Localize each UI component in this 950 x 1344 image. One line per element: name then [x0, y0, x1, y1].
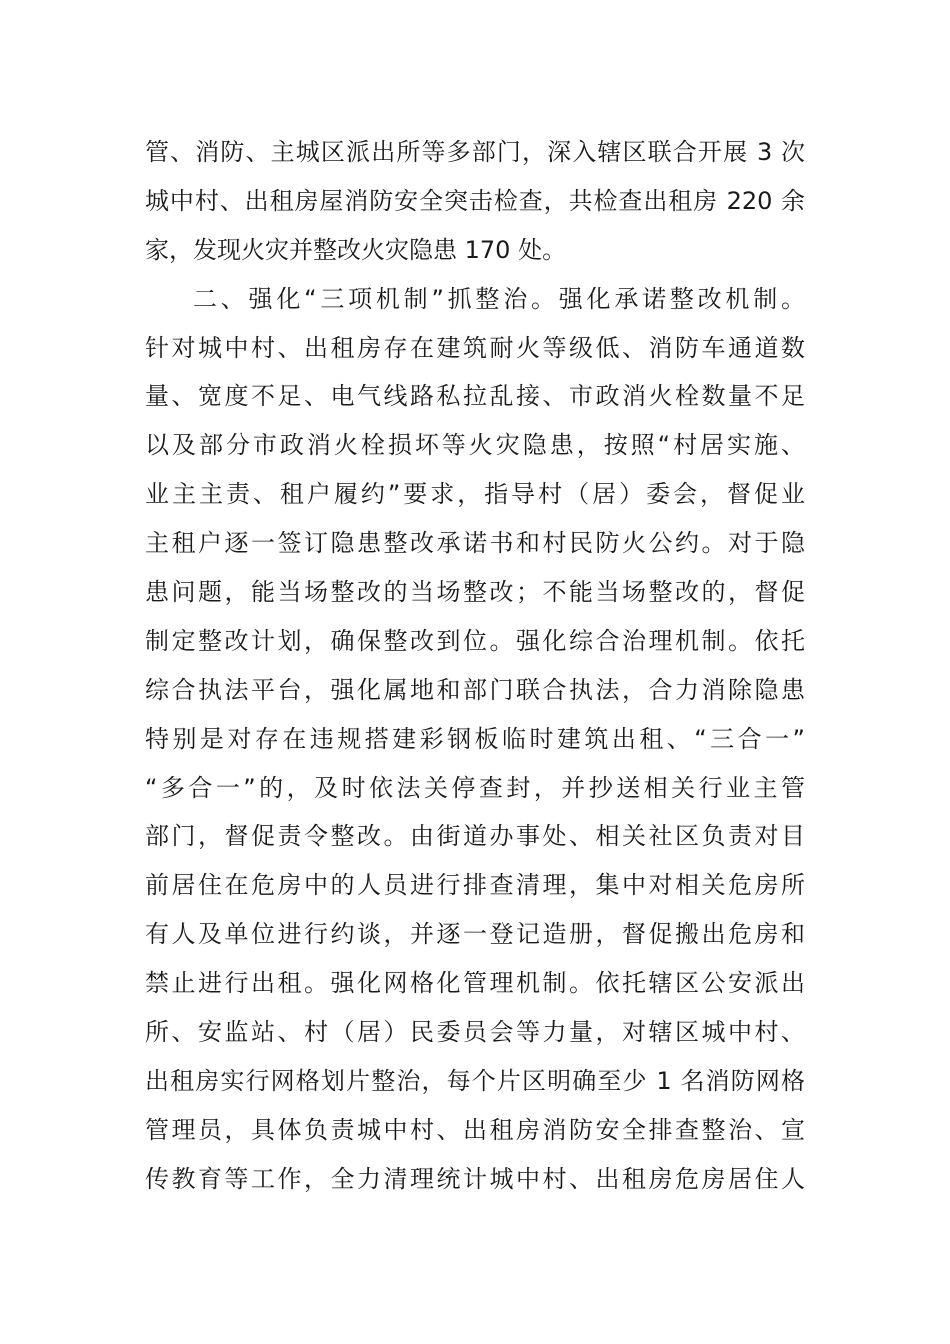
text-line: 城中村、出租房屋消防安全突击检查，共检查出租房 220 余: [145, 186, 805, 215]
body-text: [145, 128, 805, 1204]
text-line: 管、消防、主城区派出所等多部门，深入辖区联合开展 3 次: [145, 138, 805, 166]
text-line: 量、宽度不足、电气线路私拉乱接、市政消火栓数量不足: [145, 382, 805, 411]
text-line: 家，发现火灾并整改火灾隐患 170 处。: [145, 235, 567, 264]
text-line: “多合一”的，及时依法关停查封，并抄送相关行业主管: [145, 773, 805, 802]
text-line: 针对城中村、出租房存在建筑耐火等级低、消防车通道数: [145, 333, 805, 362]
text-line: 禁止进行出租。强化网格化管理机制。依托辖区公安派出: [145, 969, 805, 998]
text-line: 综合执法平台，强化属地和部门联合执法，合力消除隐患: [145, 675, 805, 704]
text-line: 主租户逐一签订隐患整改承诺书和村民防火公约。对于隐: [145, 529, 805, 558]
text-line: 传教育等工作，全力清理统计城中村、出租房危房居住人: [145, 1164, 805, 1193]
text-line: 所、安监站、村（居）民委员会等力量，对辖区城中村、: [145, 1018, 805, 1047]
section-heading-line: 二、强化“三项机制”抓整治。强化承诺整改机制。: [193, 284, 805, 313]
text-line: 特别是对存在违规搭建彩钢板临时建筑出租、“三合一”: [145, 724, 805, 753]
text-line: 有人及单位进行约谈，并逐一登记造册，督促搬出危房和: [145, 920, 805, 949]
text-line: 出租房实行网格划片整治，每个片区明确至少 1 名消防网格: [145, 1066, 805, 1095]
text-line: 业主主责、租户履约”要求，指导村（居）委会，督促业: [145, 480, 805, 509]
text-line: 管理员，具体负责城中村、出租房消防安全排查整治、宣: [145, 1115, 805, 1144]
text-line: 制定整改计划，确保整改到位。强化综合治理机制。依托: [145, 626, 805, 655]
text-line: 患问题，能当场整改的当场整改；不能当场整改的，督促: [145, 578, 805, 607]
text-line: 部门，督促责令整改。由街道办事处、相关社区负责对目: [145, 822, 805, 851]
text-line: 以及部分市政消火栓损坏等火灾隐患，按照“村居实施、: [145, 431, 805, 460]
text-line: 前居住在危房中的人员进行排查清理，集中对相关危房所: [145, 871, 805, 900]
